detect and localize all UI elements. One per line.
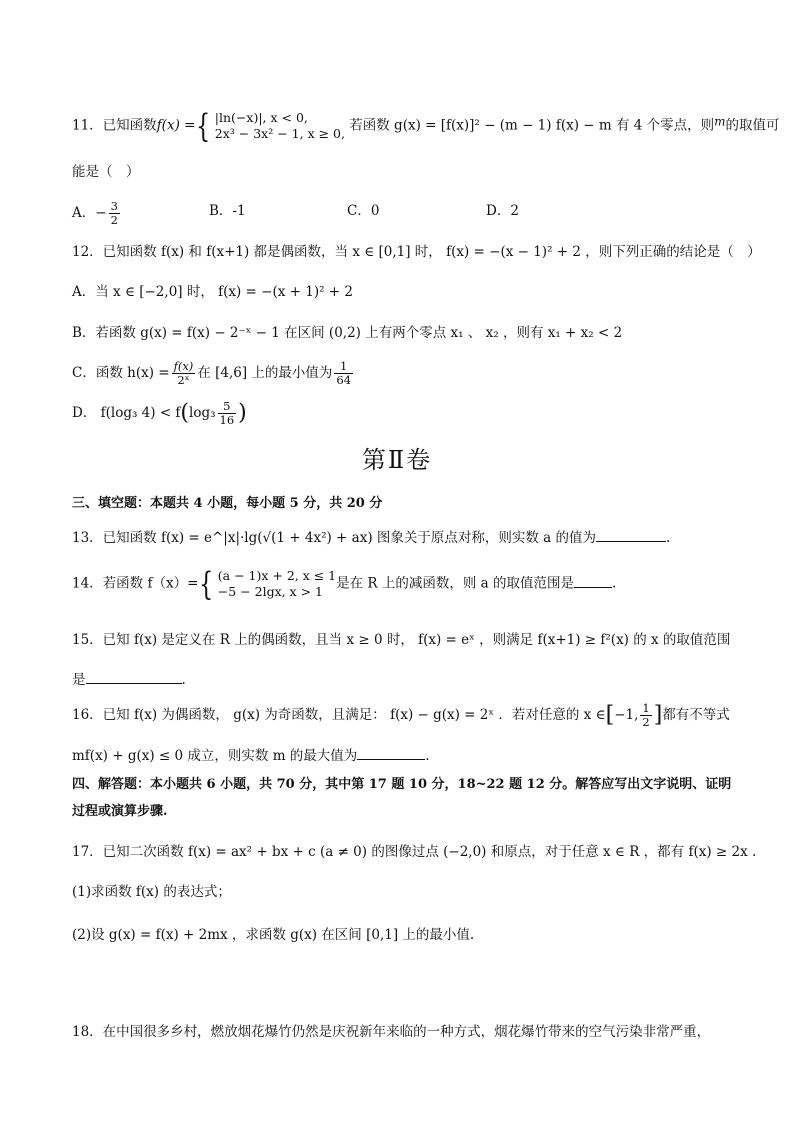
q11-option-c: C．0: [347, 203, 380, 219]
q16-rbracket: ]: [653, 702, 663, 728]
section-4-heading-line1: 四、解答题：本小题共 6 小题，共 70 分，其中第 17 题 10 分，18~22 题 12 分。解答应写出文字说明、证明: [72, 777, 732, 792]
q12-option-d: [72, 400, 247, 427]
q12-option-d-log: log₃: [189, 405, 216, 421]
q16-line2-text: mf(x) + g(x) ≤ 0 成立，则实数 m 的最大值为: [72, 748, 358, 764]
q11-options: [72, 196, 722, 228]
q11-option-b: B．-1: [209, 203, 246, 219]
q12-option-a: A．当 x ∈ [−2,0] 时， f(x) = −(x + 1)² + 2: [72, 284, 354, 300]
q17-stem: 17．已知二次函数 f(x) = ax² + bx + c (a ≠ 0) 的图像过点 (−2,0) 和原点，对于任意 x ∈ R ，都有 f(x) ≥ 2x .: [72, 844, 757, 860]
q11-line1: [72, 107, 780, 145]
q11-brace: {: [196, 107, 211, 145]
q12-option-c-mid: 在 [4,6] 上的最小值为: [197, 365, 333, 381]
q14-case2: −5 − 2lgx, x > 1: [217, 584, 323, 599]
q11-case2: 2x³ − 3x² − 1, x ≥ 0,: [214, 126, 345, 141]
q17-part1: (1)求函数 f(x) 的表达式；: [72, 884, 231, 900]
q11-case1: |ln(−x)|, x < 0,: [214, 110, 308, 125]
section-2-title: 第Ⅱ卷: [361, 446, 433, 474]
q14: [72, 565, 617, 603]
section-3-heading: 三、填空题：本题共 4 小题，每小题 5 分，共 20 分: [72, 496, 383, 511]
q16-lbracket: [: [605, 702, 615, 728]
q11-m: m: [714, 114, 726, 129]
q18-line1: 18．在中国很多乡村，燃放烟花爆竹仍然是庆祝新年来临的一种方式，烟花爆竹带来的空气污染非常严重，: [72, 1024, 711, 1040]
q11-prefix: 11．已知函数: [72, 117, 157, 134]
q15-end: .: [181, 672, 186, 688]
q16-end: .: [425, 748, 430, 764]
q13-text: 13．已知函数 f(x) = e^|x|·lg(√(1 + 4x²) + ax) 图象关于原点对称，则实数 a 的值为: [72, 530, 597, 546]
q12-option-d-rparen: ): [238, 400, 247, 426]
q14-prefix: 14．若函数 f（x）=: [72, 575, 199, 592]
q14-cases: [218, 568, 336, 600]
q12-option-d-num: 5: [218, 400, 237, 414]
q11-option-d: D．2: [486, 203, 519, 219]
q12-option-b: B．若函数 g(x) = f(x) − 2⁻ˣ − 1 在区间 (0,2) 上有两个零点 x₁ 、 x₂ ，则有 x₁ + x₂ < 2: [72, 325, 623, 341]
q15-blank: [86, 682, 182, 684]
q11-option-a-label: A．−: [72, 205, 107, 221]
q16-line1-post: 都有不等式: [662, 707, 730, 723]
q14-brace: {: [199, 565, 214, 603]
q11-end: 的取值可: [725, 117, 780, 134]
q17-part2: (2)设 g(x) = f(x) + 2mx ，求函数 g(x) 在区间 [0,1] 上的最小值.: [72, 927, 475, 943]
q12-option-d-den: 16: [219, 413, 235, 427]
q15-line2-text: 是: [72, 672, 86, 688]
q12-option-d-frac: [218, 400, 237, 427]
q14-blank: [574, 586, 612, 588]
q15-line1: 15．已知 f(x) 是定义在 R 上的偶函数，且当 x ≥ 0 时， f(x) = eˣ ，则满足 f(x+1) ≥ f²(x) 的 x 的取值范围: [72, 632, 731, 648]
q16-line1-pre: 16．已知 f(x) 为偶函数， g(x) 为奇函数，且满足： f(x) − g(x) = 2ˣ ．若对任意的 x ∈: [72, 707, 606, 723]
q13-blank: [596, 540, 666, 542]
q12-option-c-pre: C．函数 h(x) =: [72, 365, 170, 381]
q16-interval-frac: [640, 702, 651, 729]
q11-option-a-den: 2: [110, 213, 118, 227]
q11-option-a-num: 3: [110, 199, 118, 213]
q11-mid: 若函数 g(x) = [f(x)]² − (m − 1) f(x) − m 有 4 个零点，则: [349, 117, 715, 134]
q12-option-c-vden: 64: [336, 373, 352, 387]
q13: [72, 530, 670, 546]
q12-option-c-frac: [172, 360, 196, 387]
q11-option-a-frac: [109, 200, 120, 227]
q14-text: 是在 R 上的减函数，则 a 的取值范围是: [336, 575, 575, 592]
q14-end: .: [612, 575, 617, 592]
q16-interval-num: 1: [642, 701, 650, 715]
q12-option-d-pre: D． f(log₃ 4) < f: [72, 405, 181, 421]
q11-fx: f(x) =: [156, 117, 196, 134]
q11-line2: 能是（ ）: [72, 164, 140, 180]
q12-option-c-vnum: 1: [334, 360, 353, 374]
q12-option-c-den: 2ˣ: [177, 373, 190, 387]
q16-interval-pre: −1,: [614, 707, 639, 723]
q14-case1: (a − 1)x + 2, x ≤ 1: [217, 568, 337, 583]
q15-line2: [72, 672, 186, 688]
q12-stem: 12．已知函数 f(x) 和 f(x+1) 都是偶函数，当 x ∈ [0,1] 时， f(x) = −(x − 1)² + 2 ，则下列正确的结论是（ ）: [72, 244, 761, 260]
q12-option-c-num: f(x): [173, 359, 194, 373]
q11-cases: [215, 110, 345, 142]
q16-line1: [72, 702, 730, 729]
q11-option-a: [72, 200, 122, 227]
section-4-heading-line2: 过程或演算步骤.: [72, 804, 168, 819]
q13-end: .: [666, 530, 671, 546]
q12-option-c: [72, 360, 355, 387]
q16-interval-den: 2: [642, 715, 650, 729]
q12-option-c-value: [334, 360, 353, 387]
q16-blank: [357, 758, 425, 760]
q12-option-d-lparen: (: [180, 400, 190, 426]
q16-line2: [72, 748, 430, 764]
